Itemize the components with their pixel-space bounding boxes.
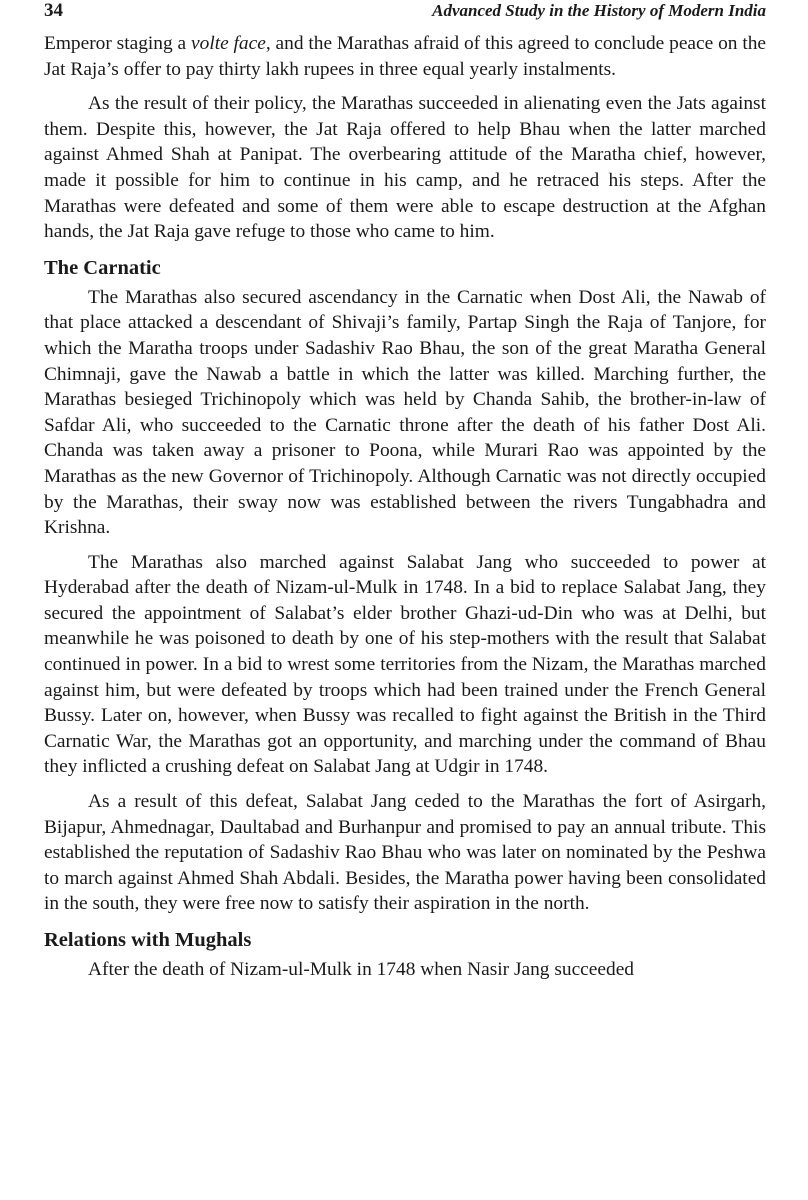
- paragraph-mughals: After the death of Nizam-ul-Mulk in 1748 when Nasir Jang succeeded: [88, 959, 634, 980]
- section-heading-mughals: Relations with Mughals: [44, 929, 252, 951]
- paragraph-defeat-result: As a result of this defeat, Salabat Jang ceded to the Marathas the fort of Asirgarh, Bijapur, Ahmednagar, Daultabad and Burhanpur and promised to pay an annual tribute. This established the reputation of Sadashiv Rao Bhau who was later on nominated by the Peshwa to march against Ahmed Shah Abdali. Besides, the Maratha power having been consolidated in the south, they were free now to satisfy their aspiration in the north.: [44, 791, 766, 915]
- section-heading-carnatic: The Carnatic: [44, 256, 161, 279]
- paragraph-text: Emperor staging a: [44, 33, 192, 54]
- paragraph-text: , and the Marathas afraid of this agreed to conclude peace on the Jat Raja’s offer to pay thirty lakh rupees in three equal yearly instalments.: [44, 33, 767, 80]
- running-header: [44, 0, 766, 24]
- book-page: [44, 0, 766, 983]
- page-number: 34: [44, 0, 63, 21]
- running-title: Advanced Study in the History of Modern India: [432, 1, 766, 20]
- italic-phrase: volte face: [191, 33, 266, 54]
- paragraph-carnatic: The Marathas also secured ascendancy in the Carnatic when Dost Ali, the Nawab of that place attacked a descendant of Shivaji’s family, Partap Singh the Raja of Tanjore, for which the Maratha troops under Sadashiv Rao Bhau, the son of the great Maratha General Chimnaji, gave the Nawab a battle in which the latter was killed. Marching further, the Marathas besieged Trichinopoly which was held by Chanda Sahib, the brother-in-law of Safdar Ali, who succeeded to the Carnatic throne after the death of his father Dost Ali. Chanda was taken away a prisoner to Poona, while Murari Rao was appointed by the Marathas as the new Governor of Trichinopoly. Although Carnatic was not directly occupied by the Marathas, their sway now was established between the rivers Tungabhadra and Krishna.: [44, 286, 766, 539]
- paragraph-continued: [44, 31, 766, 82]
- paragraph-salabat-jang: The Marathas also marched against Salabat Jang who succeeded to power at Hyderabad after the death of Nizam-ul-Mulk in 1748. In a bid to replace Salabat Jang, they secured the appointment of Salabat’s elder brother Ghazi-ud-Din who was at Delhi, but meanwhile he was poisoned to death by one of his step-mothers with the result that Salabat continued in power. In a bid to wrest some territories from the Nizam, the Marathas marched against him, but were defeated by troops which had been trained under the French General Bussy. Later on, however, when Bussy was recalled to fight against the British in the Third Carnatic War, the Marathas got an opportunity, and marching under the command of Bhau they inflicted a crushing defeat on Salabat Jang at Udgir in 1748.: [44, 551, 766, 778]
- paragraph-jats: As the result of their policy, the Marathas succeeded in alienating even the Jats against them. Despite this, however, the Jat Raja offered to help Bhau when the latter marched against Ahmed Shah at Panipat. The overbearing attitude of the Maratha chief, however, made it possible for him to continue in his camp, and he retraced his steps. After the Marathas were defeated and some of them were able to escape destruction at the Afghan hands, the Jat Raja gave refuge to those who came to him.: [44, 93, 766, 243]
